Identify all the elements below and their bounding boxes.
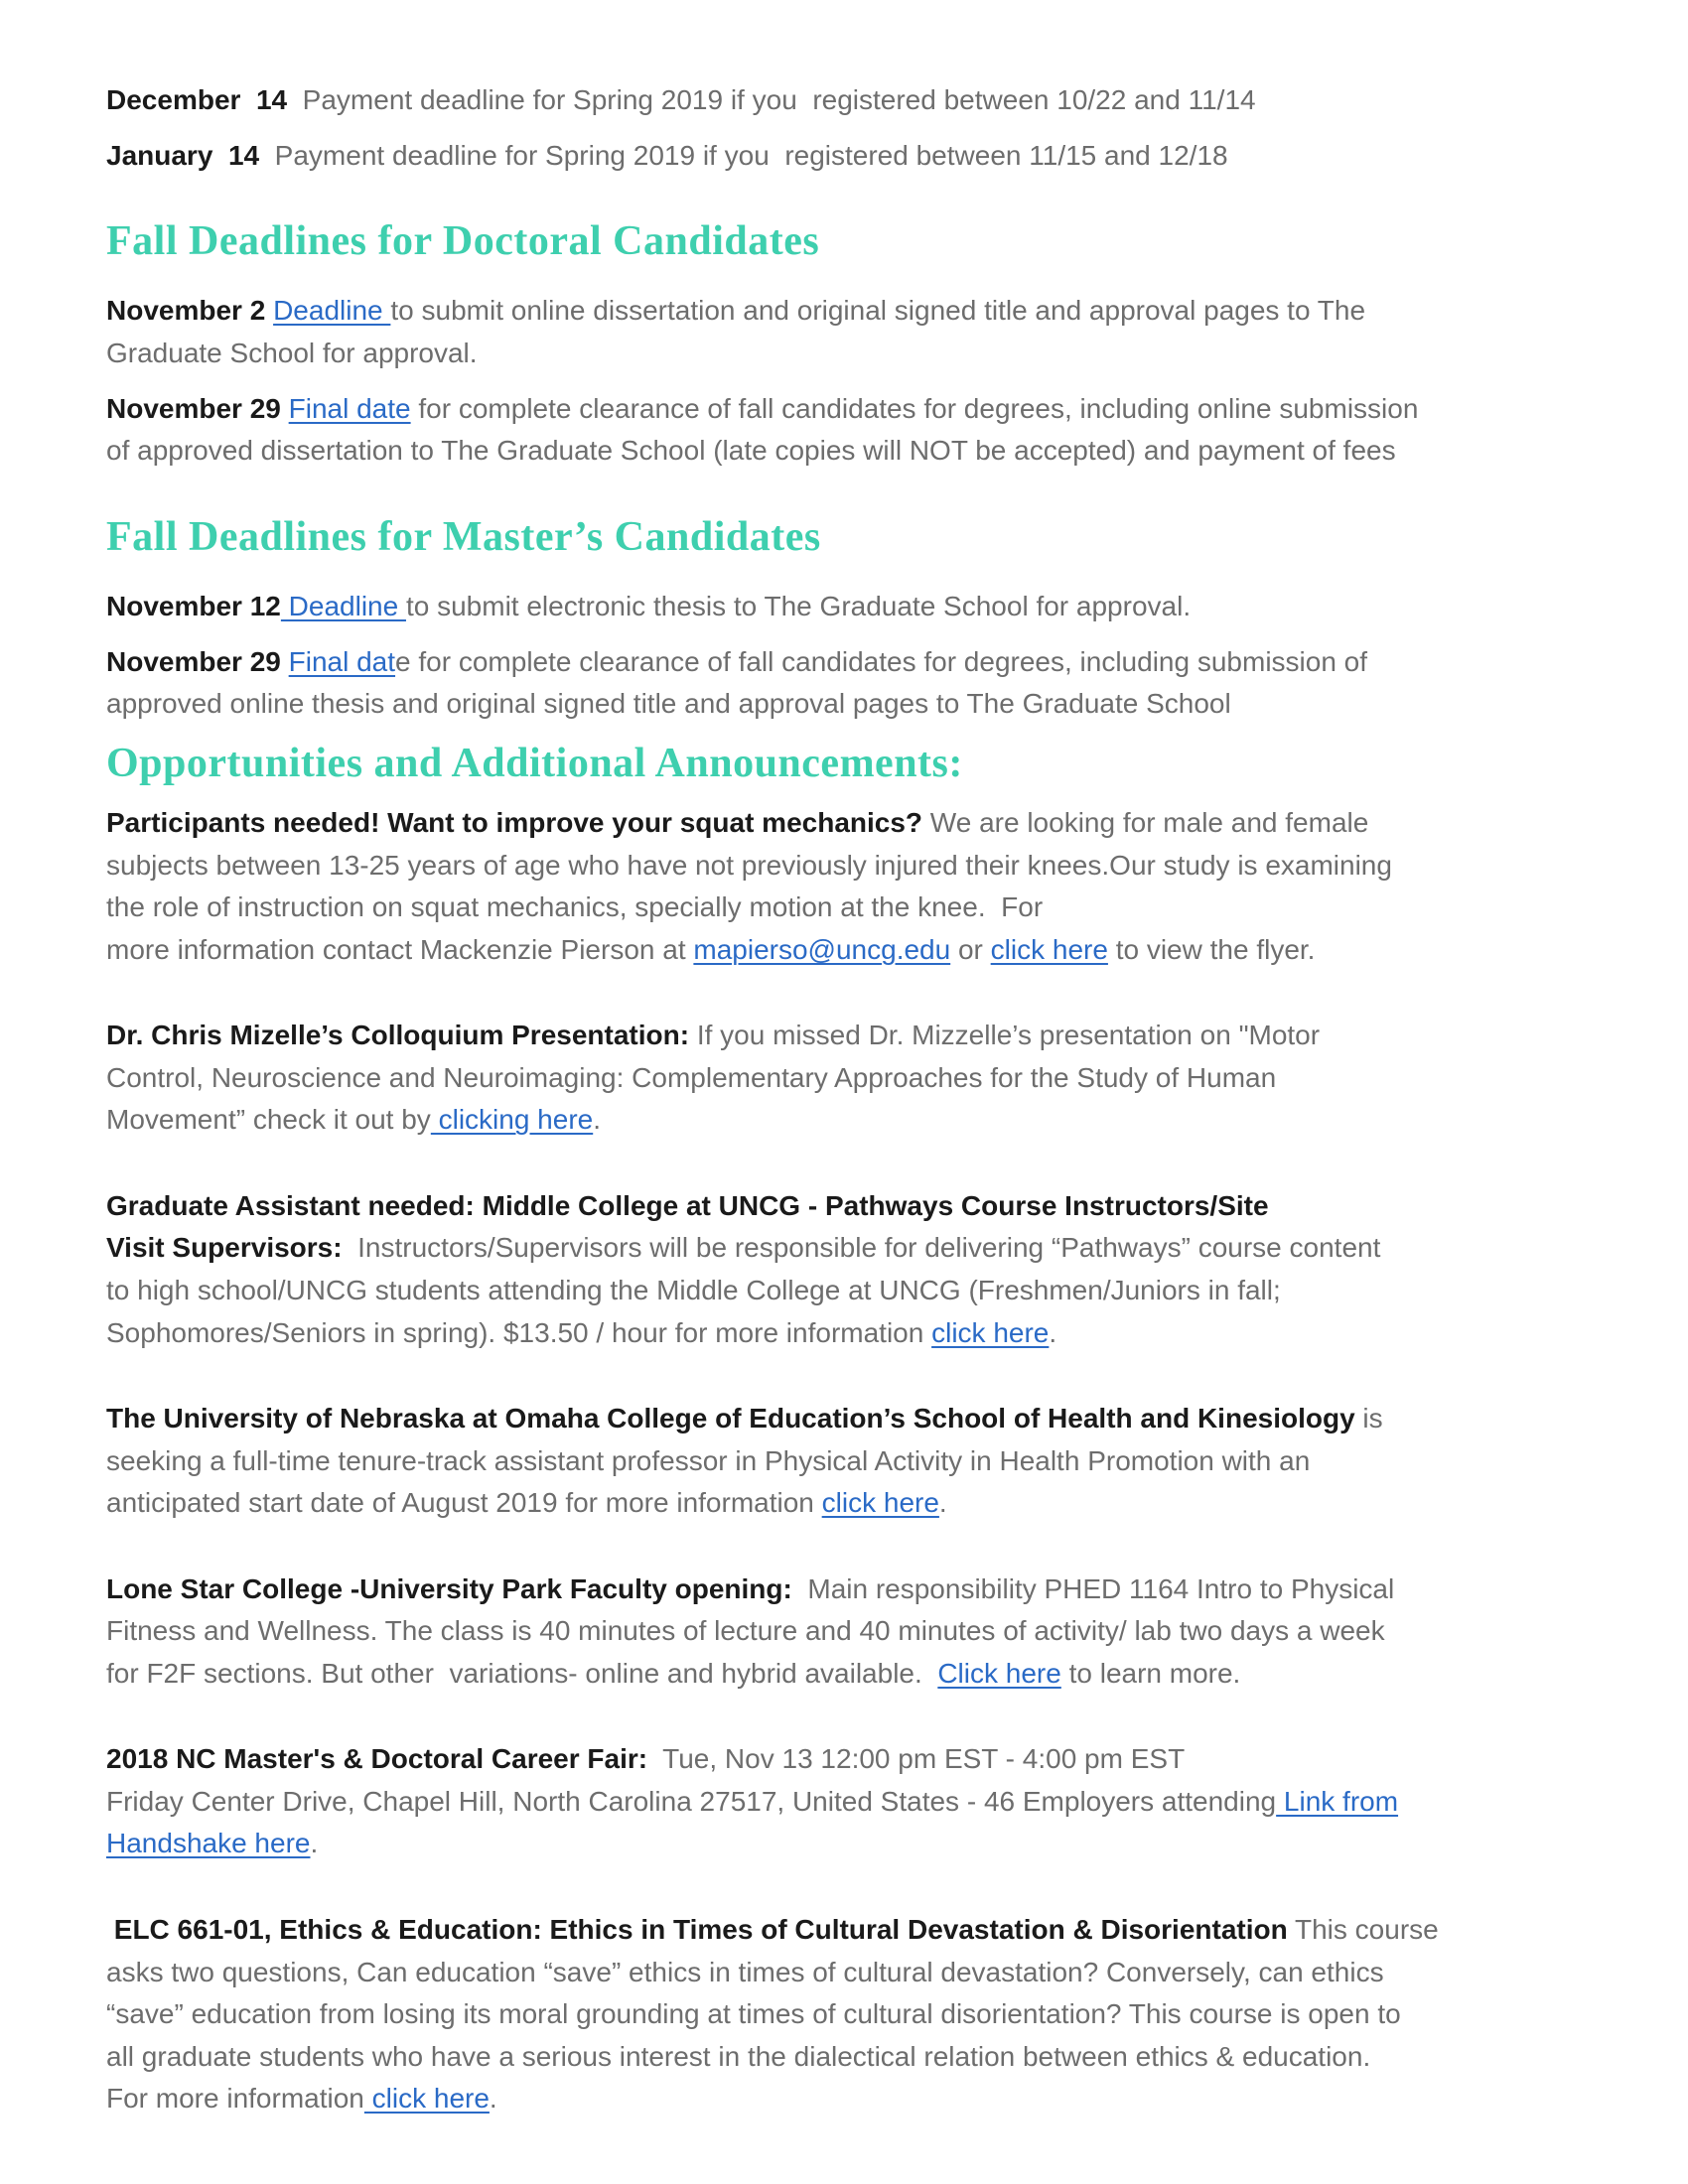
body-text: We are looking for male and female [922, 807, 1369, 839]
body-text: Payment deadline for Spring 2019 if you registered between 11/15 and 12/18 [259, 139, 1228, 171]
body-text: approved online thesis and original signed title and approval pages to The Graduate School [106, 688, 1231, 720]
bold-lead-text: December 14 [106, 84, 288, 115]
bold-lead-text: January 14 [106, 139, 260, 171]
lone-star-click-here-link[interactable]: Click here [937, 1657, 1061, 1689]
announcement-mizelle-colloquium [106, 1015, 1591, 1142]
body-text: Instructors/Supervisors will be responsible for delivering “Pathways” course content [342, 1232, 1381, 1264]
deadline-link[interactable]: Deadline [280, 591, 406, 622]
bold-lead-text: November 29 [106, 392, 289, 424]
masters-november-12-deadline [106, 586, 1591, 628]
bold-lead-text: November 29 [106, 645, 289, 677]
announcement-squat-study [106, 802, 1591, 971]
body-text: anticipated start date of August 2019 for more information [106, 1487, 822, 1519]
heading-fall-deadlines-doctoral: Fall Deadlines for Doctoral Candidates [106, 218, 820, 265]
announcement-lone-star-faculty [106, 1569, 1591, 1696]
body-text: subjects between 13-25 years of age who have not previously injured their knees.Our study is examining [106, 849, 1392, 881]
doctoral-november-29-deadline [106, 388, 1591, 473]
handshake-link[interactable]: Handshake here [106, 1828, 311, 1859]
flyer-click-here-link[interactable]: click here [990, 933, 1108, 965]
body-text: Sophomores/Seniors in spring). $13.50 / hour for more information [106, 1316, 932, 1348]
bold-lead-text: The University of Nebraska at Omaha College of Education’s School of Health and Kinesiology [106, 1403, 1355, 1434]
body-text: Tue, Nov 13 12:00 pm EST - 4:00 pm EST [647, 1743, 1186, 1775]
body-text: This course [1287, 1914, 1439, 1946]
bold-lead-text: 2018 NC Master's & Doctoral Career Fair: [106, 1743, 648, 1775]
body-text: Graduate School for approval. [106, 338, 478, 369]
body-text: for F2F sections. But other variations- online and hybrid available. [106, 1657, 938, 1689]
body-text: seeking a full-time tenure-track assistant professor in Physical Activity in Health Promotion with an [106, 1444, 1311, 1476]
body-text: . [489, 2083, 497, 2115]
document-content [106, 79, 1591, 2120]
body-text: . [593, 1104, 601, 1136]
body-text: to submit online dissertation and original signed title and approval pages to The [390, 295, 1366, 327]
body-text: For more information [106, 2083, 364, 2115]
email-link[interactable]: mapierso@uncg.edu [693, 933, 951, 965]
body-text: Payment deadline for Spring 2019 if you registered between 10/22 and 11/14 [287, 84, 1256, 115]
body-text: . [1049, 1316, 1057, 1348]
doctoral-november-2-deadline [106, 290, 1591, 374]
body-text: of approved dissertation to The Graduate School (late copies will NOT be accepted) and payment of fees [106, 435, 1396, 467]
nebraska-click-here-link[interactable]: click here [821, 1487, 939, 1519]
clicking-here-link[interactable]: clicking here [430, 1104, 594, 1136]
body-text: . [938, 1487, 947, 1519]
body-text: Friday Center Drive, Chapel Hill, North Carolina 27517, United States - 46 Employers attending [106, 1785, 1277, 1817]
body-text: Movement” check it out by [106, 1104, 431, 1136]
bold-lead-text: Dr. Chris Mizelle’s Colloquium Presentation: [106, 1020, 690, 1051]
body-text: to high school/UNCG students attending the Middle College at UNCG (Freshmen/Juniors in fall; [106, 1275, 1281, 1306]
body-text: Fitness and Wellness. The class is 40 minutes of lecture and 40 minutes of activity/ lab two days a week [106, 1615, 1385, 1647]
heading-opportunities-announcements: Opportunities and Additional Announcements: [106, 740, 963, 786]
body-text: Control, Neuroscience and Neuroimaging: Complementary Approaches for the Study of Human [106, 1061, 1277, 1093]
elc-click-here-link[interactable]: click here [363, 2083, 490, 2115]
final-date-link[interactable]: Final dat [288, 645, 396, 677]
announcement-career-fair [106, 1738, 1591, 1865]
body-text: Main responsibility PHED 1164 Intro to Physical [791, 1572, 1395, 1604]
announcement-graduate-assistant [106, 1185, 1591, 1354]
masters-november-29-deadline [106, 641, 1591, 726]
body-text: . [310, 1828, 319, 1859]
body-text: to view the flyer. [1107, 933, 1316, 965]
bold-lead-text: ELC 661-01, Ethics & Education: Ethics in Times of Cultural Devastation & Disorientation [106, 1914, 1288, 1946]
body-text: or [950, 933, 991, 965]
body-text: to submit electronic thesis to The Graduate School for approval. [405, 591, 1192, 622]
body-text: all graduate students who have a serious interest in the dialectical relation between ethics & education. [106, 2040, 1371, 2072]
handshake-link[interactable]: Link from [1276, 1785, 1399, 1817]
bold-lead-text: Lone Star College -University Park Faculty opening: [106, 1572, 792, 1604]
deadline-link[interactable]: Deadline [273, 295, 391, 327]
body-text: more information contact Mackenzie Pierson at [106, 933, 694, 965]
bold-lead-text: Visit Supervisors: [106, 1232, 343, 1264]
body-text: the role of instruction on squat mechanics, specially motion at the knee. For [106, 891, 1044, 923]
announcement-nebraska-position [106, 1398, 1591, 1525]
payment-deadline-december [106, 79, 1591, 122]
announcement-elc-course [106, 1909, 1591, 2120]
body-text: “save” education from losing its moral grounding at times of cultural disorientation? This course is open to [106, 1998, 1401, 2030]
pathways-click-here-link[interactable]: click here [931, 1316, 1050, 1348]
heading-fall-deadlines-masters: Fall Deadlines for Master’s Candidates [106, 513, 821, 560]
body-text: is [1354, 1403, 1383, 1434]
bold-lead-text: November 12 [106, 591, 281, 622]
body-text: to learn more. [1060, 1657, 1241, 1689]
body-text: asks two questions, Can education “save” ethics in times of cultural devastation? Conversely, can ethics [106, 1956, 1384, 1987]
bold-lead-text: November 2 [106, 295, 274, 327]
body-text: e for complete clearance of fall candidates for degrees, including submission of [395, 645, 1368, 677]
body-text: If you missed Dr. Mizzelle’s presentation on "Motor [689, 1020, 1321, 1051]
bold-lead-text: Graduate Assistant needed: Middle College at UNCG - Pathways Course Instructors/Site [106, 1189, 1269, 1221]
bold-lead-text: Participants needed! Want to improve your squat mechanics? [106, 807, 923, 839]
body-text: for complete clearance of fall candidates for degrees, including online submission [410, 392, 1419, 424]
final-date-link[interactable]: Final date [288, 392, 411, 424]
payment-deadline-january [106, 135, 1591, 178]
